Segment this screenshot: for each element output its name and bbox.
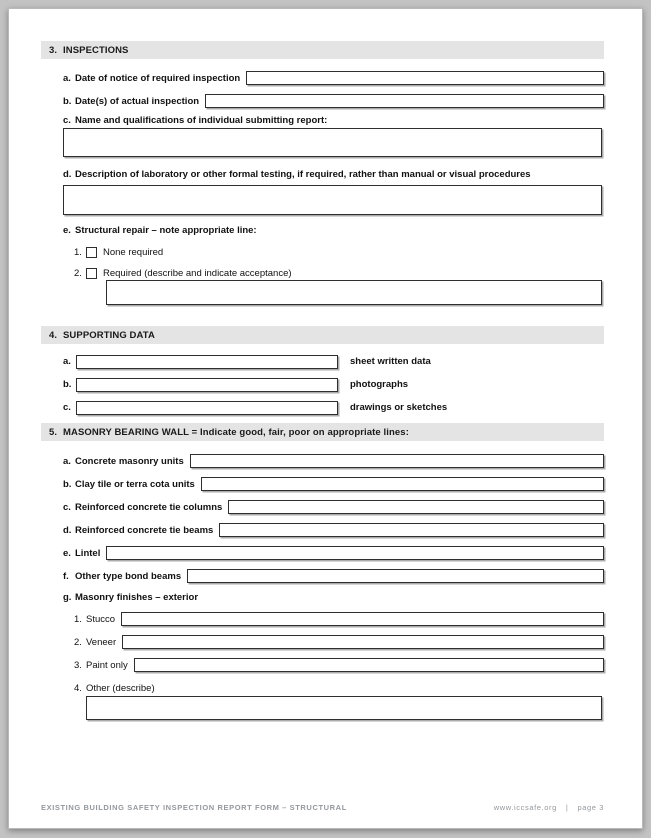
- field-bond-beams: [63, 569, 604, 583]
- section-header-supporting-data: [41, 326, 604, 344]
- concrete-masonry-units-input[interactable]: [190, 454, 604, 468]
- item-letter: b.: [63, 478, 72, 490]
- field-lintel: [63, 546, 604, 560]
- field-laboratory-testing-label: [63, 169, 604, 182]
- section-number: 3.: [49, 44, 58, 56]
- field-tie-beams: [63, 523, 604, 537]
- item-label: Other type bond beams: [75, 570, 182, 582]
- sub-item-label: Stucco: [86, 613, 116, 625]
- item-label: Reinforced concrete tie columns: [75, 501, 223, 513]
- field-sheet-written-data: [63, 354, 604, 369]
- section-header-masonry-bearing-wall: [41, 423, 604, 441]
- option-label: None required: [103, 246, 164, 258]
- item-letter: d.: [63, 169, 72, 180]
- tie-columns-input[interactable]: [228, 500, 604, 514]
- item-letter: d.: [63, 524, 72, 536]
- masonry-other-describe-textarea[interactable]: [86, 696, 602, 720]
- item-label: Date(s) of actual inspection: [75, 95, 200, 107]
- veneer-input[interactable]: [122, 635, 604, 649]
- field-concrete-masonry-units: [63, 454, 604, 468]
- option-none-required: [74, 246, 604, 258]
- item-letter: a.: [63, 356, 71, 367]
- section-number: 5.: [49, 426, 58, 438]
- date-of-notice-input[interactable]: [246, 71, 604, 85]
- item-label: Reinforced concrete tie beams: [75, 524, 214, 536]
- item-label: Structural repair – note appropriate line:: [75, 225, 257, 236]
- field-photographs: [63, 377, 604, 392]
- form-page: [8, 8, 643, 829]
- drawings-sketches-input[interactable]: [76, 401, 338, 415]
- item-letter: c.: [63, 501, 71, 513]
- field-veneer: [74, 635, 604, 649]
- sub-item-number: 1.: [74, 613, 82, 625]
- photographs-input[interactable]: [76, 378, 338, 392]
- field-structural-repair-label: [63, 225, 604, 238]
- option-label: Required (describe and indicate acceptance): [103, 267, 292, 279]
- lintel-input[interactable]: [106, 546, 604, 560]
- stucco-input[interactable]: [121, 612, 604, 626]
- footer-url: www.iccsafe.org: [493, 803, 557, 812]
- page-footer: [41, 803, 604, 812]
- item-letter: a.: [63, 455, 71, 467]
- actual-inspection-dates-input[interactable]: [205, 94, 604, 108]
- sub-item-label: Veneer: [86, 636, 117, 648]
- option-number: 1.: [74, 246, 82, 258]
- item-suffix-label: sheet written data: [350, 356, 431, 367]
- item-letter: a.: [63, 72, 71, 84]
- tie-beams-input[interactable]: [219, 523, 604, 537]
- footer-page-number: page 3: [577, 803, 604, 812]
- field-stucco: [74, 612, 604, 626]
- footer-separator: |: [565, 803, 569, 812]
- sub-item-label: Other (describe): [86, 682, 155, 694]
- item-label: Lintel: [75, 547, 101, 559]
- item-letter: c.: [63, 402, 71, 413]
- section-header-inspections: [41, 41, 604, 59]
- item-label: Masonry finishes – exterior: [75, 592, 199, 603]
- bond-beams-input[interactable]: [187, 569, 604, 583]
- clay-tile-terra-cota-input[interactable]: [201, 477, 604, 491]
- item-suffix-label: photographs: [350, 379, 409, 390]
- laboratory-testing-description-textarea[interactable]: [63, 185, 602, 215]
- sub-item-number: 3.: [74, 659, 82, 671]
- form-content: [9, 9, 642, 720]
- item-letter: g.: [63, 592, 72, 603]
- repair-description-textarea[interactable]: [106, 280, 602, 305]
- sub-item-number: 4.: [74, 682, 82, 694]
- option-number: 2.: [74, 267, 82, 279]
- item-letter: b.: [63, 379, 72, 390]
- field-masonry-finishes-label: [63, 592, 604, 606]
- field-clay-tile-terra-cota: [63, 477, 604, 491]
- field-tie-columns: [63, 500, 604, 514]
- section-title: SUPPORTING DATA: [63, 329, 155, 341]
- item-label: Date of notice of required inspection: [75, 72, 241, 84]
- item-suffix-label: drawings or sketches: [350, 402, 448, 413]
- paint-only-input[interactable]: [134, 658, 604, 672]
- item-letter: b.: [63, 95, 72, 107]
- none-required-checkbox[interactable]: [86, 247, 97, 258]
- item-letter: e.: [63, 547, 71, 559]
- sub-item-label: Paint only: [86, 659, 128, 671]
- item-letter: c.: [63, 115, 71, 126]
- section-title: INSPECTIONS: [63, 44, 129, 56]
- item-letter: e.: [63, 225, 71, 236]
- field-paint-only: [74, 658, 604, 672]
- field-masonry-other-label: [74, 681, 604, 695]
- item-letter: f.: [63, 570, 69, 582]
- sub-item-number: 2.: [74, 636, 82, 648]
- item-label: Concrete masonry units: [75, 455, 184, 467]
- repair-required-checkbox[interactable]: [86, 268, 97, 279]
- section-title: MASONRY BEARING WALL = Indicate good, fair, poor on appropriate lines:: [63, 426, 409, 438]
- footer-meta: [494, 803, 604, 812]
- footer-form-title: EXISTING BUILDING SAFETY INSPECTION REPORT FORM – STRUCTURAL: [41, 803, 347, 812]
- field-actual-inspection-dates: [63, 94, 604, 108]
- item-label: Clay tile or terra cota units: [75, 478, 195, 490]
- submitter-name-qualifications-textarea[interactable]: [63, 128, 602, 157]
- field-date-of-notice: [63, 71, 604, 85]
- item-label: Name and qualifications of individual submitting report:: [75, 115, 328, 126]
- section-number: 4.: [49, 329, 58, 341]
- field-drawings-sketches: [63, 400, 604, 415]
- field-submitter-name-label: [63, 115, 604, 128]
- sheet-written-data-input[interactable]: [76, 355, 338, 369]
- item-label: Description of laboratory or other formal testing, if required, rather than manual or visual procedures: [75, 169, 531, 180]
- option-repair-required: [74, 267, 604, 279]
